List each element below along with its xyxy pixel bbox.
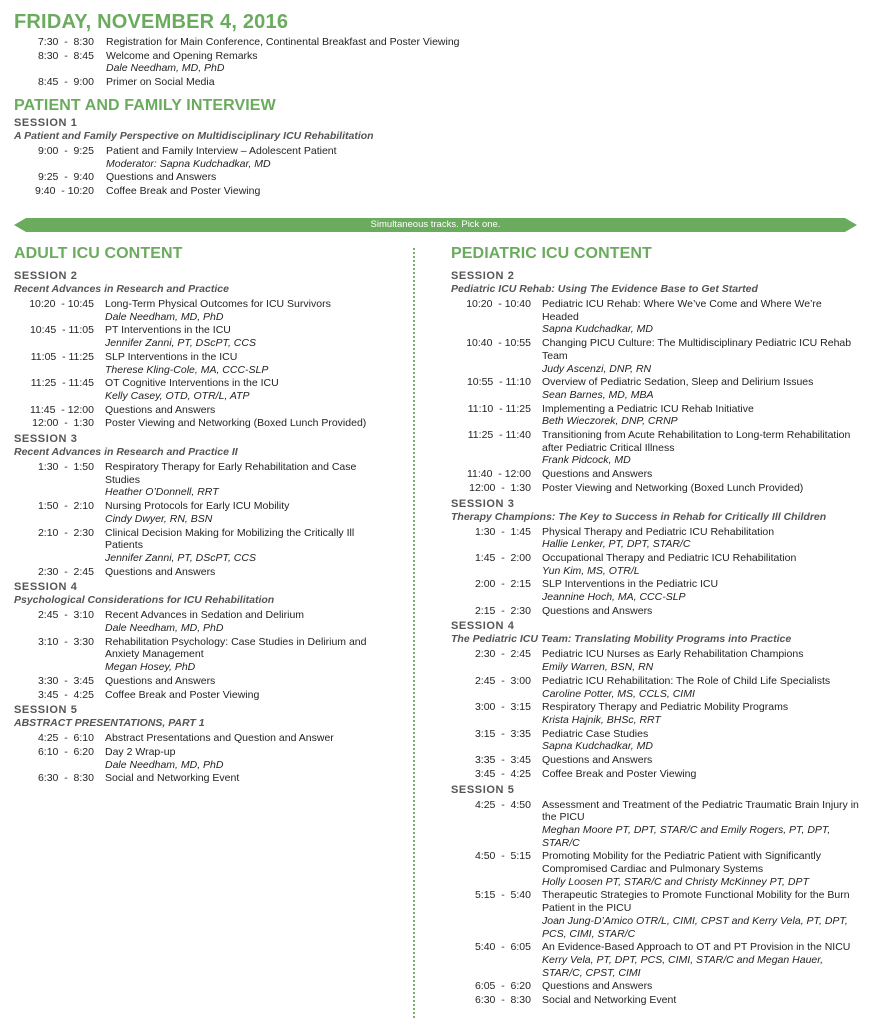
speaker-name: Caroline Potter, MS, CCLS, CIMI <box>542 687 695 700</box>
speaker-name: Holly Loosen PT, STAR/C and Christy McKinney PT, DPT <box>542 875 809 888</box>
time-range: 3:35 - 3:45 <box>474 754 531 767</box>
item-title: Questions and Answers <box>105 403 216 416</box>
session-label: SESSION 2 <box>451 270 515 282</box>
speaker-name: Moderator: Sapna Kudchadkar, MD <box>106 157 271 170</box>
session-items <box>14 461 394 578</box>
speaker-name: Krista Hajnik, BHSc, RRT <box>542 713 661 726</box>
session-label: SESSION 5 <box>14 704 78 717</box>
time-range: 3:30 - 3:45 <box>37 674 94 687</box>
time-range: 11:05 - 11:25 <box>30 350 94 363</box>
item-description <box>531 403 859 428</box>
item-title: Registration for Main Conference, Continental Breakfast and Poster Viewing <box>106 36 460 48</box>
item-description <box>531 889 859 940</box>
session-subtitle: Recent Advances in Research and Practice <box>14 283 229 295</box>
schedule-row <box>451 429 859 467</box>
item-title: Recent Advances in Sedation and Delirium <box>105 609 305 622</box>
schedule-row <box>14 377 394 402</box>
track-divider <box>413 248 415 1018</box>
item-title: Questions and Answers <box>542 754 653 767</box>
item-description <box>94 171 854 184</box>
speaker-name: Kelly Casey, OTD, OTR/L, ATP <box>105 389 250 402</box>
item-title: Coffee Break and Poster Viewing <box>106 185 261 198</box>
item-title: Therapeutic Strategies to Promote Functional Mobility for the Burn Patient in the PICU <box>542 889 850 915</box>
item-description <box>531 298 859 336</box>
schedule-row <box>14 500 394 525</box>
time-range: 7:30 - 8:30 <box>37 36 94 48</box>
schedule-row <box>451 376 859 401</box>
session-subtitle: ABSTRACT PRESENTATIONS, PART 1 <box>14 717 205 730</box>
schedule-row <box>451 768 859 781</box>
speaker-name: Emily Warren, BSN, RN <box>542 661 654 674</box>
schedule-row <box>451 298 859 336</box>
item-description <box>94 461 394 499</box>
session-label: SESSION 4 <box>14 581 78 594</box>
schedule-row <box>14 50 854 75</box>
item-description <box>94 298 394 323</box>
time-range: 1:50 - 2:10 <box>37 500 94 513</box>
speaker-name: Cindy Dwyer, RN, BSN <box>105 512 213 525</box>
schedule-row <box>14 324 394 349</box>
schedule-row <box>14 746 394 771</box>
schedule-row <box>451 468 859 481</box>
item-title: Implementing a Pediatric ICU Rehab Initiative <box>542 402 754 415</box>
item-title: Respiratory Therapy for Early Rehabilitation and Case Studies <box>105 461 357 486</box>
time-range: 2:00 - 2:15 <box>474 578 531 591</box>
item-description <box>94 566 394 579</box>
item-title: Pediatric ICU Rehab: Where We’ve Come and Where We’re Headed <box>542 298 822 323</box>
schedule-row <box>14 772 394 785</box>
item-title: Patient and Family Interview – Adolescent Patient <box>106 145 337 157</box>
session-label: SESSION 2 <box>14 270 78 282</box>
session-items <box>14 609 394 701</box>
item-description <box>94 185 854 198</box>
time-range: 6:05 - 6:20 <box>474 980 531 993</box>
item-title: PT Interventions in the ICU <box>105 324 231 337</box>
session-label: SESSION 3 <box>451 497 515 510</box>
item-description <box>531 552 859 577</box>
schedule-row <box>451 994 859 1007</box>
item-title: An Evidence-Based Approach to OT and PT Provision in the NICU <box>542 941 851 954</box>
schedule-row <box>14 461 394 499</box>
time-range: 2:15 - 2:30 <box>474 604 531 617</box>
session-label: SESSION 3 <box>14 433 78 446</box>
schedule-row <box>14 732 394 745</box>
session-subtitle: A Patient and Family Perspective on Multidisciplinary ICU Rehabilitation <box>14 130 374 142</box>
item-description <box>94 36 854 49</box>
patient-family-heading: PATIENT AND FAMILY INTERVIEW <box>14 97 276 114</box>
item-title: Social and Networking Event <box>542 994 677 1007</box>
pediatric-heading: PEDIATRIC ICU CONTENT <box>451 245 652 262</box>
time-range: 4:25 - 6:10 <box>37 732 94 745</box>
time-range: 1:45 - 2:00 <box>474 551 531 564</box>
item-description <box>531 675 859 700</box>
time-range: 6:10 - 6:20 <box>37 745 94 758</box>
item-title: Primer on Social Media <box>106 76 215 89</box>
time-range: 3:15 - 3:35 <box>474 727 531 740</box>
session-items <box>451 298 859 495</box>
item-description <box>94 675 394 688</box>
time-range: 12:00 - 1:30 <box>32 417 94 430</box>
schedule-row <box>451 526 859 551</box>
speaker-name: Judy Ascenzi, DNP, RN <box>542 362 652 375</box>
schedule-row <box>14 298 394 323</box>
item-description <box>94 746 394 771</box>
item-description <box>531 648 859 673</box>
item-title: Poster Viewing and Networking (Boxed Lunch Provided) <box>542 481 804 494</box>
item-title: Pediatric ICU Rehabilitation: The Role of Child Life Specialists <box>542 674 831 687</box>
schedule-row <box>14 76 854 89</box>
item-description <box>94 609 394 634</box>
item-title: Pediatric ICU Nurses as Early Rehabilitation Champions <box>542 648 804 661</box>
item-title: Clinical Decision Making for Mobilizing the Critically Ill Patients <box>105 526 355 552</box>
time-range: 2:10 - 2:30 <box>37 526 94 539</box>
item-description <box>531 850 859 888</box>
item-description <box>94 689 394 702</box>
session-label: SESSION 4 <box>451 620 515 633</box>
time-range: 4:25 - 4:50 <box>474 798 531 811</box>
schedule-row <box>451 552 859 577</box>
item-title: Transitioning from Acute Rehabilitation to Long-term Rehabilitation after Pediatric Critical Illness <box>542 429 851 454</box>
schedule-row <box>451 799 859 850</box>
speaker-name: Joan Jung-D’Amico OTR/L, CIMI, CPST and Kerry Vela, PT, DPT, PCS, CIMI, STAR/C <box>542 914 848 940</box>
time-range: 5:15 - 5:40 <box>474 889 531 902</box>
item-description <box>94 377 394 402</box>
item-description <box>531 526 859 551</box>
time-range: 11:45 - 12:00 <box>29 403 94 416</box>
item-title: Promoting Mobility for the Pediatric Patient with Significantly Compromised Cardiac and Pulmonary Systems <box>542 850 821 876</box>
item-description <box>94 324 394 349</box>
speaker-name: Megan Hosey, PhD <box>105 661 196 674</box>
speaker-name: Dale Needham, MD, PhD <box>106 62 225 75</box>
item-description <box>531 376 859 401</box>
adult-track <box>14 270 394 788</box>
item-description <box>94 772 394 785</box>
item-description <box>531 768 859 781</box>
schedule-row <box>451 941 859 979</box>
item-description <box>531 337 859 375</box>
schedule-row <box>14 185 854 198</box>
item-description <box>531 980 859 993</box>
time-range: 11:40 - 12:00 <box>466 468 531 481</box>
time-range: 6:30 - 8:30 <box>474 994 531 1007</box>
item-description <box>531 468 859 481</box>
time-range: 11:25 - 11:45 <box>30 377 94 390</box>
item-title: Rehabilitation Psychology: Case Studies in Delirium and Anxiety Management <box>105 635 367 661</box>
speaker-name: Dale Needham, MD, PhD <box>105 310 224 323</box>
item-description <box>94 636 394 674</box>
item-description <box>531 754 859 767</box>
time-range: 2:45 - 3:00 <box>474 674 531 687</box>
schedule-row <box>451 337 859 375</box>
time-range: 10:45 - 11:05 <box>29 324 94 337</box>
session-subtitle: The Pediatric ICU Team: Translating Mobility Programs into Practice <box>451 633 792 646</box>
simultaneous-tracks-banner <box>14 218 857 232</box>
session-items <box>451 526 859 618</box>
speaker-name: Sean Barnes, MD, MBA <box>542 388 654 401</box>
item-title: Social and Networking Event <box>105 772 240 785</box>
schedule-row <box>14 36 854 49</box>
speaker-name: Jennifer Zanni, PT, DScPT, CCS <box>105 551 256 564</box>
speaker-name: Beth Wieczorek, DNP, CRNP <box>542 415 678 428</box>
item-title: Poster Viewing and Networking (Boxed Lunch Provided) <box>105 417 367 430</box>
item-description <box>531 429 859 467</box>
item-title: Questions and Answers <box>542 468 653 481</box>
schedule-row <box>14 636 394 674</box>
item-description <box>531 578 859 603</box>
schedule-row <box>451 980 859 993</box>
item-title: Coffee Break and Poster Viewing <box>105 688 260 701</box>
speaker-name: Sapna Kudchadkar, MD <box>542 323 653 336</box>
speaker-name: Yun Kim, MS, OTR/L <box>542 564 640 577</box>
time-range: 11:10 - 11:25 <box>467 402 531 415</box>
opening-schedule <box>14 36 854 90</box>
item-title: Day 2 Wrap-up <box>105 745 176 758</box>
schedule-row <box>451 675 859 700</box>
item-description <box>94 145 854 170</box>
item-title: Respiratory Therapy and Pediatric Mobility Programs <box>542 701 789 714</box>
speaker-name: Sapna Kudchadkar, MD <box>542 740 653 753</box>
time-range: 6:30 - 8:30 <box>37 772 94 785</box>
time-range: 12:00 - 1:30 <box>469 481 531 494</box>
item-description <box>531 605 859 618</box>
time-range: 8:30 - 8:45 <box>37 49 94 62</box>
item-description <box>94 527 394 565</box>
schedule-row <box>451 701 859 726</box>
time-range: 4:50 - 5:15 <box>474 850 531 863</box>
item-description <box>531 728 859 753</box>
item-title: Changing PICU Culture: The Multidisciplinary Pediatric ICU Rehab Team <box>542 337 852 362</box>
item-description <box>531 941 859 979</box>
time-range: 2:30 - 2:45 <box>474 648 531 661</box>
time-range: 3:00 - 3:15 <box>474 701 531 714</box>
session-label: SESSION 5 <box>451 783 515 796</box>
item-title: Overview of Pediatric Sedation, Sleep and Delirium Issues <box>542 376 814 389</box>
item-title: Questions and Answers <box>542 980 653 993</box>
patient-family-session <box>14 117 854 199</box>
speaker-name: Jeannine Hoch, MA, CCC-SLP <box>542 591 686 604</box>
item-title: Occupational Therapy and Pediatric ICU Rehabilitation <box>542 551 797 564</box>
schedule-row <box>14 145 854 170</box>
schedule-row <box>14 417 394 430</box>
item-title: SLP Interventions in the Pediatric ICU <box>542 578 719 591</box>
session-items <box>451 648 859 780</box>
session-items <box>14 732 394 785</box>
schedule-row <box>14 171 854 184</box>
item-title: Questions and Answers <box>105 565 216 578</box>
session-subtitle: Recent Advances in Research and Practice II <box>14 446 238 459</box>
time-range: 1:30 - 1:45 <box>474 525 531 538</box>
time-range: 9:00 - 9:25 <box>37 145 94 157</box>
item-description <box>94 404 394 417</box>
speaker-name: Jennifer Zanni, PT, DScPT, CCS <box>105 337 256 350</box>
schedule-row <box>14 609 394 634</box>
schedule-row <box>451 578 859 603</box>
item-title: OT Cognitive Interventions in the ICU <box>105 377 279 390</box>
time-range: 9:25 - 9:40 <box>37 171 94 184</box>
time-range: 8:45 - 9:00 <box>37 76 94 89</box>
item-title: Physical Therapy and Pediatric ICU Rehabilitation <box>542 525 775 538</box>
item-title: Coffee Break and Poster Viewing <box>542 767 697 780</box>
item-title: SLP Interventions in the ICU <box>105 350 238 363</box>
day-title: FRIDAY, NOVEMBER 4, 2016 <box>14 11 289 33</box>
item-title: Questions and Answers <box>542 604 653 617</box>
schedule-row <box>14 675 394 688</box>
schedule-row <box>14 351 394 376</box>
item-title: Questions and Answers <box>106 171 217 184</box>
session-items <box>451 799 859 1007</box>
speaker-name: Hallie Lenker, PT, DPT, STAR/C <box>542 538 691 551</box>
schedule-row <box>451 728 859 753</box>
time-range: 10:55 - 11:10 <box>466 376 531 389</box>
session-label: SESSION 1 <box>14 117 78 129</box>
item-title: Pediatric Case Studies <box>542 727 649 740</box>
item-description <box>531 994 859 1007</box>
schedule-row <box>14 566 394 579</box>
time-range: 2:30 - 2:45 <box>37 565 94 578</box>
session-subtitle: Pediatric ICU Rehab: Using The Evidence Base to Get Started <box>451 283 758 295</box>
item-description <box>94 76 854 89</box>
item-description <box>531 482 859 495</box>
schedule-row <box>14 689 394 702</box>
time-range: 2:45 - 3:10 <box>37 609 94 622</box>
time-range: 3:45 - 4:25 <box>474 767 531 780</box>
speaker-name: Dale Needham, MD, PhD <box>105 622 224 635</box>
session-subtitle: Therapy Champions: The Key to Success in Rehab for Critically Ill Children <box>451 510 827 523</box>
session-items <box>14 145 854 198</box>
item-title: Abstract Presentations and Question and Answer <box>105 732 334 745</box>
schedule-row <box>451 605 859 618</box>
time-range: 10:20 - 10:45 <box>29 298 94 310</box>
schedule-row <box>14 404 394 417</box>
banner-text: Simultaneous tracks. Pick one. <box>370 219 501 230</box>
item-title: Long-Term Physical Outcomes for ICU Survivors <box>105 298 331 310</box>
schedule-row <box>451 648 859 673</box>
schedule-row <box>451 889 859 940</box>
item-title: Nursing Protocols for Early ICU Mobility <box>105 500 290 513</box>
item-description <box>94 500 394 525</box>
speaker-name: Meghan Moore PT, DPT, STAR/C and Emily Rogers, PT, DPT, STAR/C <box>542 823 831 849</box>
item-title: Assessment and Treatment of the Pediatric Traumatic Brain Injury in the PICU <box>542 798 859 824</box>
adult-heading: ADULT ICU CONTENT <box>14 245 183 262</box>
time-range: 3:45 - 4:25 <box>37 688 94 701</box>
speaker-name: Frank Pidcock, MD <box>542 454 631 467</box>
time-range: 1:30 - 1:50 <box>37 461 94 474</box>
schedule-row <box>451 850 859 888</box>
speaker-name: Therese Kling-Cole, MA, CCC-SLP <box>105 363 269 376</box>
item-description <box>531 799 859 850</box>
item-description <box>94 351 394 376</box>
item-description <box>94 417 394 430</box>
item-description <box>94 732 394 745</box>
time-range: 10:40 - 10:55 <box>466 337 531 350</box>
item-title: Questions and Answers <box>105 674 216 687</box>
speaker-name: Dale Needham, MD, PhD <box>105 758 224 771</box>
time-range: 9:40 - 10:20 <box>35 185 94 198</box>
schedule-row <box>451 754 859 767</box>
schedule-row <box>451 482 859 495</box>
item-description <box>531 701 859 726</box>
time-range: 11:25 - 11:40 <box>467 429 531 442</box>
schedule-row <box>14 527 394 565</box>
session-subtitle: Psychological Considerations for ICU Rehabilitation <box>14 594 275 607</box>
item-title: Welcome and Opening Remarks <box>106 49 258 62</box>
speaker-name: Kerry Vela, PT, DPT, PCS, CIMI, STAR/C and Megan Hauer, STAR/C, CPST, CIMI <box>542 953 824 979</box>
time-range: 3:10 - 3:30 <box>37 635 94 648</box>
schedule-row <box>451 403 859 428</box>
item-description <box>94 50 854 75</box>
pediatric-track <box>451 270 859 1010</box>
time-range: 10:20 - 10:40 <box>466 298 531 310</box>
time-range: 5:40 - 6:05 <box>474 941 531 954</box>
speaker-name: Heather O’Donnell, RRT <box>105 486 219 499</box>
session-items <box>14 298 394 430</box>
